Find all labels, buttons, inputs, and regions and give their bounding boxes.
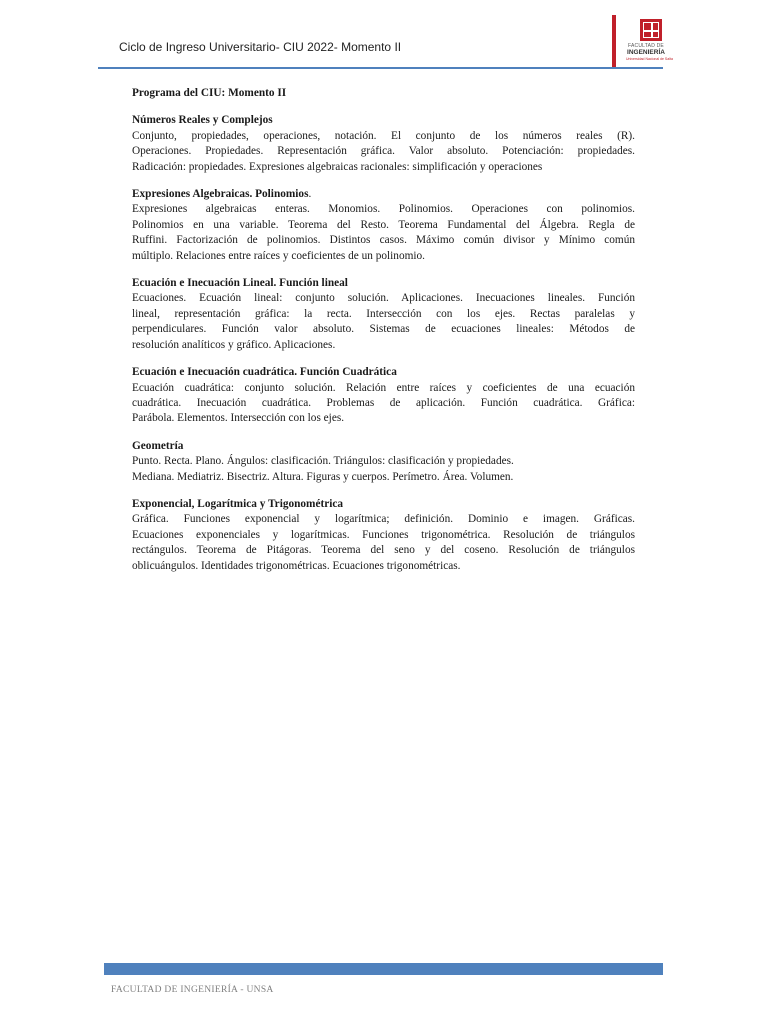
section-title: Ecuación e Inecuación Lineal. Función lineal: [132, 277, 348, 290]
section-line: cuadrática. Inecuación cuadrática. Problemas de aplicación. Función cuadrática. Gráfica:: [132, 396, 635, 409]
footer-text: FACULTAD DE INGENIERÍA - UNSA: [111, 985, 274, 995]
faculty-logo: [612, 15, 673, 67]
section-line: lineal, representación gráfica: la recta. Intersección con los ejes. Rectas paralelas y: [132, 307, 635, 320]
section-line: Conjunto, propiedades, operaciones, notación. El conjunto de los números reales (R).: [132, 129, 635, 142]
section-line: oblicuángulos. Identidades trigonométricas. Ecuaciones trigonométricas.: [132, 559, 461, 572]
section-line: Ecuaciones exponenciales y logarítmicas. Funciones trigonométrica. Resolución de triángulos: [132, 528, 635, 541]
section-line: resolución analíticos y gráfico. Aplicaciones.: [132, 338, 336, 351]
section-ecuacion-lineal: [132, 276, 635, 353]
section-title: Expresiones Algebraicas. Polinomios: [132, 188, 309, 201]
section-line: Gráfica. Funciones exponencial y logarítmica; definición. Dominio e imagen. Gráficas.: [132, 513, 635, 526]
section-heading: [132, 187, 635, 202]
header-divider: [98, 67, 663, 69]
section-line: Punto. Recta. Plano. Ángulos: clasificación. Triángulos: clasificación y propiedades.: [132, 455, 514, 468]
section-expresiones-algebraicas: [132, 187, 635, 264]
logo-line-1: FACULTAD DE: [628, 43, 664, 49]
section-title-suffix: .: [308, 188, 312, 201]
document-body: [132, 86, 635, 586]
section-title: Números Reales y Complejos: [132, 114, 273, 127]
section-geometria: [132, 439, 635, 485]
section-line: Parábola. Elementos. Intersección con los ejes.: [132, 412, 345, 425]
section-numeros-reales: [132, 113, 635, 175]
section-line: Ruffini. Factorización de polinomios. Distintos casos. Máximo común divisor y Mínimo común: [132, 234, 635, 247]
logo-red-bar: [612, 15, 616, 67]
section-title: Geometría: [132, 439, 184, 452]
section-line: múltiplo. Relaciones entre raíces y coeficientes de un polinomio.: [132, 249, 426, 262]
footer-bar: [104, 963, 663, 975]
section-line: Expresiones algebraicas enteras. Monomios. Polinomios. Operaciones con polinomios.: [132, 203, 635, 216]
section-line: Ecuación cuadrática: conjunto solución. Relación entre raíces y coeficientes de una ecuación: [132, 381, 635, 394]
logo-line-3: Universidad Nacional de Salta: [626, 57, 673, 61]
section-line: Mediana. Mediatriz. Bisectriz. Altura. Figuras y cuerpos. Perímetro. Área. Volumen.: [132, 470, 514, 483]
section-title: Exponencial, Logarítmica y Trigonométrica: [132, 497, 344, 510]
section-line: Operaciones. Propiedades. Representación gráfica. Valor absoluto. Potenciación: propiedades.: [132, 145, 635, 158]
section-line: perpendiculares. Función valor absoluto. Sistemas de ecuaciones lineales: Métodos de: [132, 323, 635, 336]
section-line: Radicación: propiedades. Expresiones algebraicas racionales: simplificación y operaciones: [132, 160, 543, 173]
section-title: Ecuación e Inecuación cuadrática. Función Cuadrática: [132, 366, 397, 379]
logo-emblem-icon: [640, 19, 662, 41]
section-line: Polinomios en una variable. Teorema del Resto. Teorema Fundamental del Álgebra. Regla de: [132, 218, 635, 231]
header-title: Ciclo de Ingreso Universitario- CIU 2022- Momento II: [119, 40, 402, 54]
section-line: rectángulos. Teorema de Pitágoras. Teorema del seno y del coseno. Resolución de triángulos: [132, 544, 635, 557]
section-line: Ecuaciones. Ecuación lineal: conjunto solución. Aplicaciones. Inecuaciones lineales. Función: [132, 292, 635, 305]
section-ecuacion-cuadratica: [132, 365, 635, 427]
section-exponencial-logaritmica: [132, 497, 635, 574]
logo-line-2: INGENIERÍA: [627, 49, 665, 56]
program-title: Programa del CIU: Momento II: [132, 87, 287, 99]
